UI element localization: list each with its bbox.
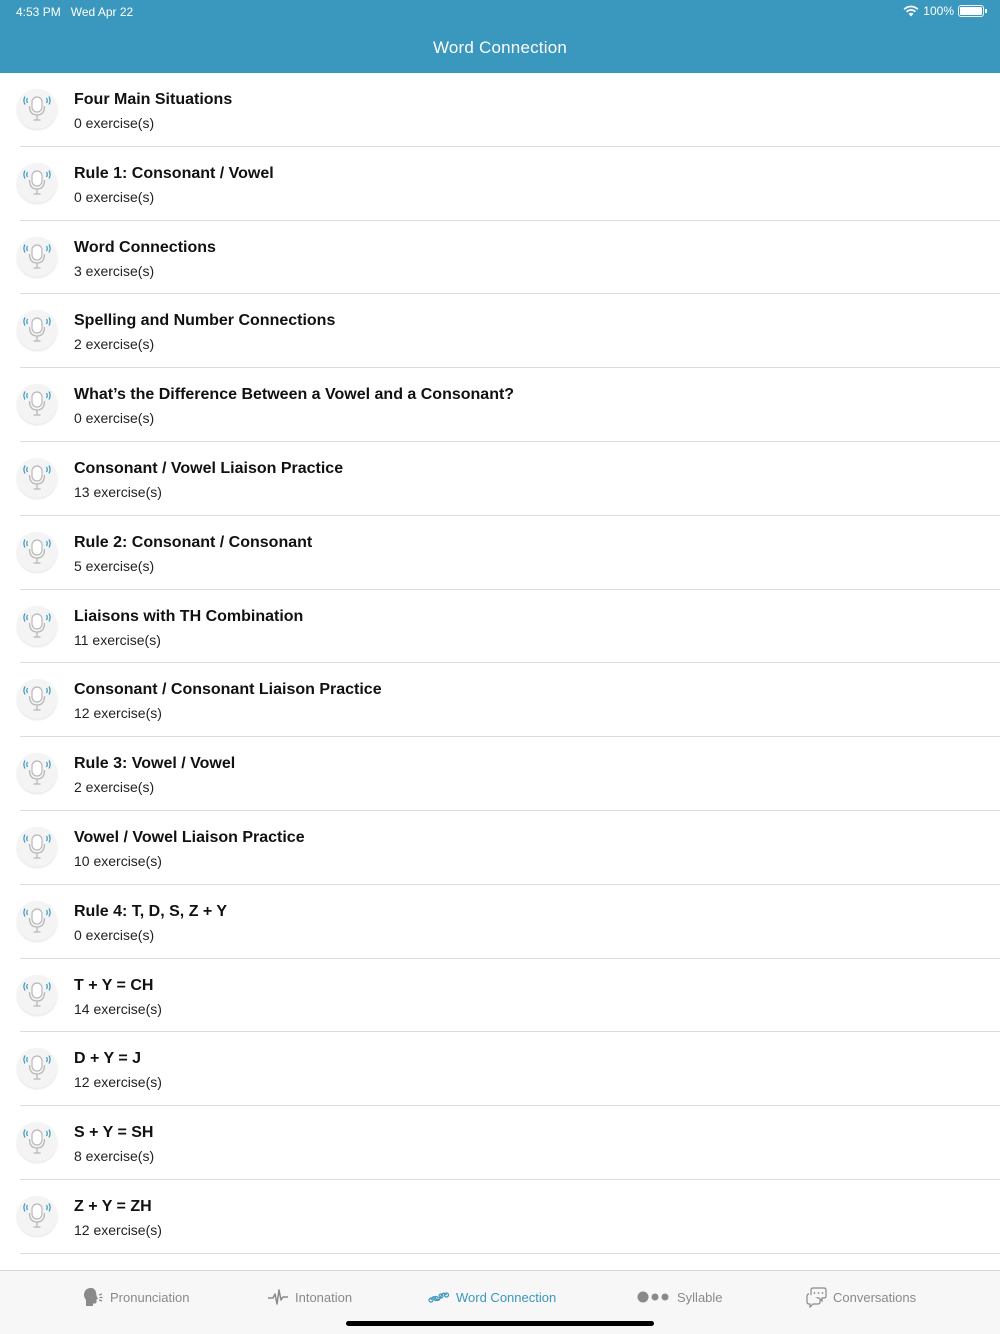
lesson-row[interactable]: [0, 959, 1000, 1033]
microphone-icon: [17, 1196, 57, 1236]
battery-icon: [958, 5, 984, 17]
lesson-title: Word Connections: [74, 238, 216, 256]
three-dots-icon: [637, 1286, 671, 1308]
lesson-title: Consonant / Vowel Liaison Practice: [74, 459, 344, 477]
lesson-row[interactable]: [0, 73, 1000, 147]
lesson-title: What’s the Difference Between a Vowel and a Consonant?: [74, 386, 515, 404]
exercise-count: 0 exercise(s): [74, 926, 155, 943]
exercise-count: 12 exercise(s): [74, 1074, 162, 1091]
tab-word-connection[interactable]: [428, 1285, 556, 1309]
microphone-icon: [17, 89, 57, 129]
lesson-row[interactable]: [0, 663, 1000, 737]
lesson-title: Consonant / Consonant Liaison Practice: [74, 681, 382, 699]
microphone-icon: [17, 458, 57, 498]
microphone-icon: [17, 901, 57, 941]
lesson-title: Rule 1: Consonant / Vowel: [74, 164, 274, 182]
microphone-icon: [17, 532, 57, 572]
microphone-icon: [17, 1048, 57, 1088]
waveform-icon: [267, 1286, 289, 1308]
microphone-icon: [17, 679, 57, 719]
lesson-row[interactable]: [0, 1180, 1000, 1254]
speaking-head-icon: [82, 1286, 104, 1308]
lesson-row[interactable]: [0, 1106, 1000, 1180]
lesson-row[interactable]: [0, 221, 1000, 295]
tab-label: Pronunciation: [110, 1289, 190, 1305]
lesson-title: Rule 2: Consonant / Consonant: [74, 533, 313, 551]
lesson-row[interactable]: [0, 1032, 1000, 1106]
exercise-count: 5 exercise(s): [74, 557, 155, 574]
lesson-row[interactable]: [0, 516, 1000, 590]
microphone-icon: [17, 310, 57, 350]
microphone-icon: [17, 753, 57, 793]
lesson-title: Rule 4: T, D, S, Z + Y: [74, 902, 228, 920]
exercise-count: 10 exercise(s): [74, 852, 162, 869]
lesson-row[interactable]: [0, 442, 1000, 516]
microphone-icon: [17, 1122, 57, 1162]
lesson-row[interactable]: [0, 885, 1000, 959]
exercise-count: 3 exercise(s): [74, 262, 155, 279]
lesson-title: T + Y = CH: [74, 976, 154, 994]
tab-pronunciation[interactable]: [82, 1285, 190, 1309]
lesson-row[interactable]: [0, 811, 1000, 885]
linked-dots-icon: [428, 1286, 450, 1308]
lesson-title: S + Y = SH: [74, 1124, 154, 1142]
microphone-icon: [17, 606, 57, 646]
status-clock: 4:53 PM: [16, 5, 61, 19]
tab-intonation[interactable]: [267, 1285, 352, 1309]
lesson-title: Z + Y = ZH: [74, 1197, 152, 1215]
status-time: [16, 5, 133, 19]
exercise-count: 0 exercise(s): [74, 188, 155, 205]
lesson-title: Liaisons with TH Combination: [74, 607, 304, 625]
lesson-title: Vowel / Vowel Liaison Practice: [74, 828, 305, 846]
status-indicators: [903, 4, 984, 18]
tab-label: Syllable: [677, 1289, 723, 1305]
exercise-count: 14 exercise(s): [74, 1000, 162, 1017]
tab-label: Intonation: [295, 1289, 353, 1305]
exercise-count: 8 exercise(s): [74, 1148, 155, 1165]
page-title: Word Connection: [432, 38, 568, 57]
lesson-title: Rule 3: Vowel / Vowel: [74, 755, 236, 773]
lesson-title: D + Y = J: [74, 1050, 142, 1068]
lesson-row[interactable]: [0, 590, 1000, 664]
tab-label: Conversations: [833, 1289, 917, 1305]
lesson-title: Spelling and Number Connections: [74, 312, 336, 330]
microphone-icon: [17, 384, 57, 424]
tab-label: Word Connection: [456, 1289, 557, 1305]
status-date: Wed Apr 22: [70, 5, 134, 19]
exercise-count: 11 exercise(s): [74, 631, 161, 648]
exercise-count: 0 exercise(s): [74, 115, 155, 131]
exercise-count: 12 exercise(s): [74, 1221, 162, 1238]
lesson-title: Four Main Situations: [74, 91, 233, 108]
microphone-icon: [17, 827, 57, 867]
lesson-row[interactable]: [0, 294, 1000, 368]
chat-bubbles-icon: [805, 1286, 827, 1308]
exercise-count: 13 exercise(s): [74, 483, 162, 500]
tab-conversations[interactable]: [805, 1285, 916, 1309]
battery-percent: 100%: [923, 4, 954, 18]
lesson-row[interactable]: [0, 737, 1000, 811]
microphone-icon: [17, 163, 57, 203]
microphone-icon: [17, 237, 57, 277]
exercise-count: 2 exercise(s): [74, 779, 155, 796]
microphone-icon: [17, 975, 57, 1015]
exercise-count: 2 exercise(s): [74, 336, 155, 353]
home-indicator[interactable]: [346, 1321, 654, 1326]
lesson-list[interactable]: [0, 73, 1000, 1270]
wifi-icon: [903, 5, 919, 17]
tab-syllable[interactable]: [637, 1285, 723, 1309]
lesson-row[interactable]: [0, 147, 1000, 221]
exercise-count: 12 exercise(s): [74, 705, 162, 722]
nav-header: [0, 0, 1000, 73]
exercise-count: 0 exercise(s): [74, 410, 155, 427]
lesson-row[interactable]: [0, 368, 1000, 442]
